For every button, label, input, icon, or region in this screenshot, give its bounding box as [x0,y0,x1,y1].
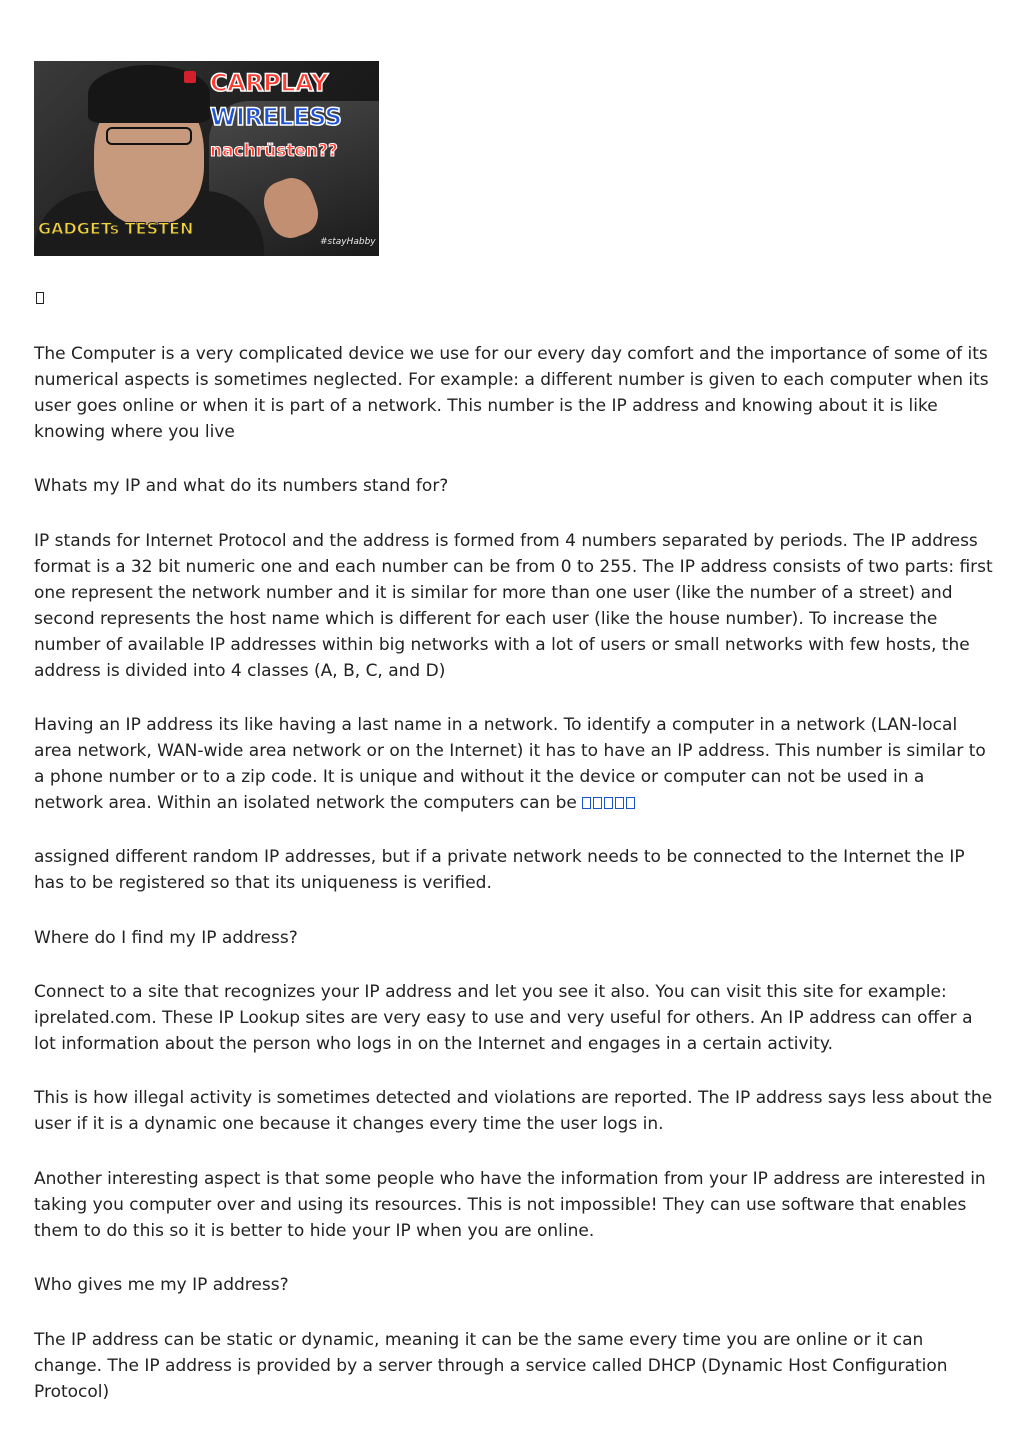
thumbnail-title-nachruesten: nachrüsten?? [210,141,338,161]
paragraph-ip-last-name-text: Having an IP address its like having a last name in a network. To identify a computer in a network (LAN-local area network, WAN-wide area network or on the Internet) it has to have an IP address. This number is similar to a phone number or to a zip code. It is unique and without it the device or computer can not be used in a network area. Within an isolated network the computers can be [34,715,986,813]
heading-who-gives-ip: Who gives me my IP address? [34,1275,289,1295]
inline-link[interactable] [582,793,637,813]
paragraph-illegal-activity: This is how illegal activity is sometimes detected and violations are reported. The IP address says less about the user if it is a dynamic one because it changes every time the user logs in. [34,1088,993,1134]
thumbnail-banner: GADGETs TESTEN [38,219,194,238]
missing-glyph-icon [36,292,44,304]
paragraph-ip-explained: IP stands for Internet Protocol and the address is formed from 4 numbers separated by periods. The IP address format is a 32 bit numeric one and each number can be from 0 to 255. The IP address consists of two parts: first one represent the network number and it is similar for more than one user (like the number of a street) and second represents the host name which is different for each user (like the house number). To increase the number of available IP addresses within big networks with a lot of users or small networks with few hosts, the address is divided into 4 classes (A, B, C, and D) [34,531,993,681]
glasses-shape [106,127,192,145]
missing-glyph-icon [626,797,635,809]
heading-whats-my-ip: Whats my IP and what do its numbers stand for? [34,476,449,496]
missing-glyph-icon [582,797,591,809]
thumbnail-signature: #stayHabby [320,237,376,247]
beanie-logo-icon [184,71,196,83]
thumbnail-title-wireless: WIRELESS [210,103,342,131]
missing-glyph-icon [604,797,613,809]
video-thumbnail-image[interactable] [34,61,379,256]
thumbnail-title-carplay: CARPLAY [210,69,328,97]
paragraph-lookup-sites: Connect to a site that recognizes your IP address and let you see it also. You can visit this site for example: iprelated.com. These IP Lookup sites are very easy to use and very useful for others. An IP address can offer a lot information about the person who logs in on the Internet and engages in a certain activity. [34,982,973,1054]
paragraph-random-ip: assigned different random IP addresses, but if a private network needs to be connected to the Internet the IP has to be registered so that its uniqueness is verified. [34,847,965,893]
paragraph-hide-ip: Another interesting aspect is that some people who have the information from your IP address are interested in taking you computer over and using its resources. This is not impossible! They can use software that enables them to do this so it is better to hide your IP when you are online. [34,1169,986,1241]
heading-where-find-ip: Where do I find my IP address? [34,928,298,948]
missing-glyph-icon [593,797,602,809]
paragraph-static-dynamic: The IP address can be static or dynamic, meaning it can be the same every time you are online or it can change. The IP address is provided by a server through a service called DHCP (Dynamic Host Configuration Protocol) [34,1330,948,1402]
paragraph-intro: The Computer is a very complicated device we use for our every day comfort and the importance of some of its numerical aspects is sometimes neglected. For example: a different number is given to each computer when its user goes online or when it is part of a network. This number is the IP address and knowing about it is like knowing where you live [34,344,989,442]
missing-glyph-icon [615,797,624,809]
paragraph-ip-last-name [34,713,994,817]
